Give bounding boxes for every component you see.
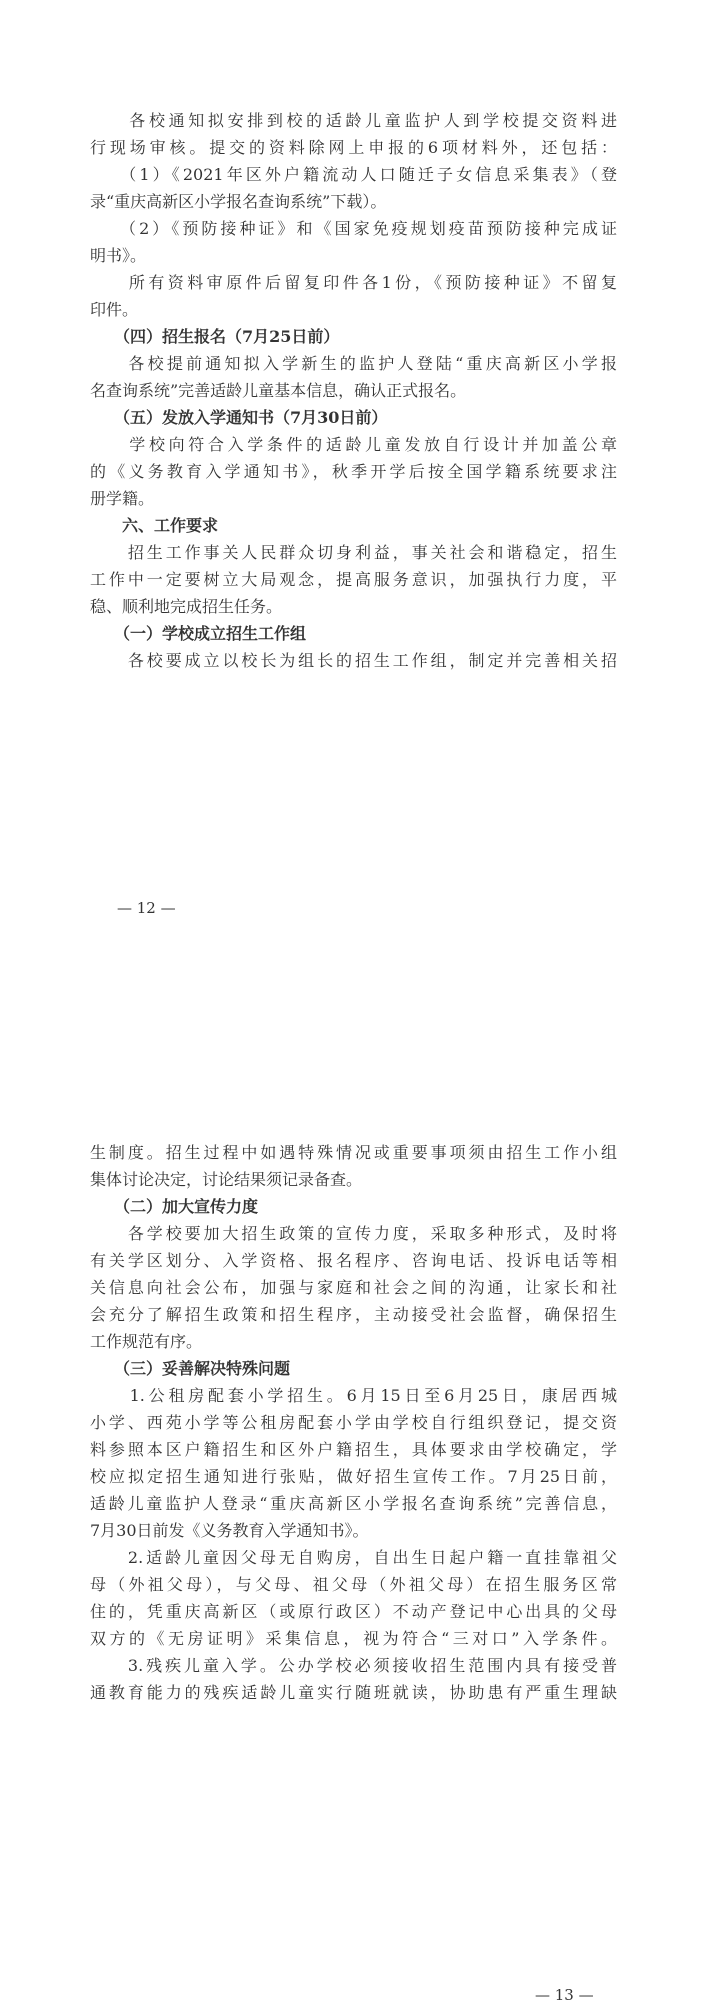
text-line: 各校要成立以校长为组长的招生工作组，制定并完善相关招 <box>90 651 617 670</box>
text-line: 各校通知拟安排到校的适龄儿童监护人到学校提交资料进 <box>90 111 617 130</box>
section-heading: （二）加大宣传力度 <box>90 1197 259 1216</box>
chapter-heading: 六、工作要求 <box>90 516 219 535</box>
text-line: 册学籍。 <box>90 489 155 508</box>
text-line: 会充分了解招生政策和招生程序，主动接受社会监督，确保招生 <box>90 1305 617 1324</box>
text-line: 的《义务教育入学通知书》，秋季开学后按全国学籍系统要求注 <box>90 462 617 481</box>
text-line: 录“重庆高新区小学报名查询系统”下载）。 <box>90 192 387 211</box>
text-line: 集体讨论决定，讨论结果须记录备查。 <box>90 1170 363 1189</box>
text-line: 小学、西苑小学等公租房配套小学由学校自行组织登记，提交资 <box>90 1413 617 1432</box>
text-line: （2）《预防接种证》和《国家免疫规划疫苗预防接种完成证 <box>90 219 617 238</box>
text-line: 名查询系统”完善适龄儿童基本信息，确认正式报名。 <box>90 381 467 400</box>
section-heading: （五）发放入学通知书（7月30日前） <box>90 408 388 427</box>
text-line: 所有资料审原件后留复印件各1份，《预防接种证》不留复 <box>90 273 617 292</box>
text-line: 生制度。招生过程中如遇特殊情况或重要事项须由招生工作小组 <box>90 1143 617 1162</box>
text-line: 明书》。 <box>90 246 147 265</box>
text-line: 校应拟定招生通知进行张贴，做好招生宣传工作。7月25日前， <box>90 1467 617 1486</box>
text-line: 稳、顺利地完成招生任务。 <box>90 597 283 616</box>
text-line: 双方的《无房证明》采集信息，视为符合“三对口”入学条件。 <box>90 1629 617 1648</box>
text-line: 母（外祖父母），与父母、祖父母（外祖父母）在招生服务区常 <box>90 1575 617 1594</box>
section-heading: （四）招生报名（7月25日前） <box>90 327 340 346</box>
text-line: 招生工作事关人民群众切身利益，事关社会和谐稳定，招生 <box>90 543 617 562</box>
text-line: （1）《2021年区外户籍流动人口随迁子女信息采集表》（登 <box>90 165 617 184</box>
page-number: — 12 — <box>117 899 176 917</box>
text-line: 有关学区划分、入学资格、报名程序、咨询电话、投诉电话等相 <box>90 1251 617 1270</box>
document-page-12 <box>0 0 707 960</box>
text-line: 住的，凭重庆高新区（或原行政区）不动产登记中心出具的父母 <box>90 1602 617 1621</box>
text-line: 工作规范有序。 <box>90 1332 203 1351</box>
text-line: 行现场审核。提交的资料除网上申报的6项材料外，还包括： <box>90 138 617 157</box>
text-line: 7月30日前发《义务教育入学通知书》。 <box>90 1521 369 1540</box>
text-line: 各校提前通知拟入学新生的监护人登陆“重庆高新区小学报 <box>90 354 617 373</box>
text-line: 2.适龄儿童因父母无自购房，自出生日起户籍一直挂靠祖父 <box>90 1548 617 1567</box>
text-line: 各学校要加大招生政策的宣传力度，采取多种形式，及时将 <box>90 1224 617 1243</box>
text-line: 1.公租房配套小学招生。6月15日至6月25日，康居西城 <box>90 1386 617 1405</box>
text-line: 工作中一定要树立大局观念，提高服务意识，加强执行力度，平 <box>90 570 617 589</box>
text-line: 学校向符合入学条件的适龄儿童发放自行设计并加盖公章 <box>90 435 617 454</box>
text-line: 印件。 <box>90 300 139 319</box>
text-line: 通教育能力的残疾适龄儿童实行随班就读，协助患有严重生理缺 <box>90 1683 617 1702</box>
section-heading: （三）妥善解决特殊问题 <box>90 1359 291 1378</box>
text-line: 料参照本区户籍招生和区外户籍招生，具体要求由学校确定，学 <box>90 1440 617 1459</box>
document-page-13 <box>0 1000 707 2014</box>
text-line: 3.残疾儿童入学。公办学校必须接收招生范围内具有接受普 <box>90 1656 617 1675</box>
text-line: 适龄儿童监护人登录“重庆高新区小学报名查询系统”完善信息， <box>90 1494 617 1513</box>
page-number: — 13 — <box>535 1986 594 2004</box>
section-heading: （一）学校成立招生工作组 <box>90 624 307 643</box>
text-line: 关信息向社会公布，加强与家庭和社会之间的沟通，让家长和社 <box>90 1278 617 1297</box>
